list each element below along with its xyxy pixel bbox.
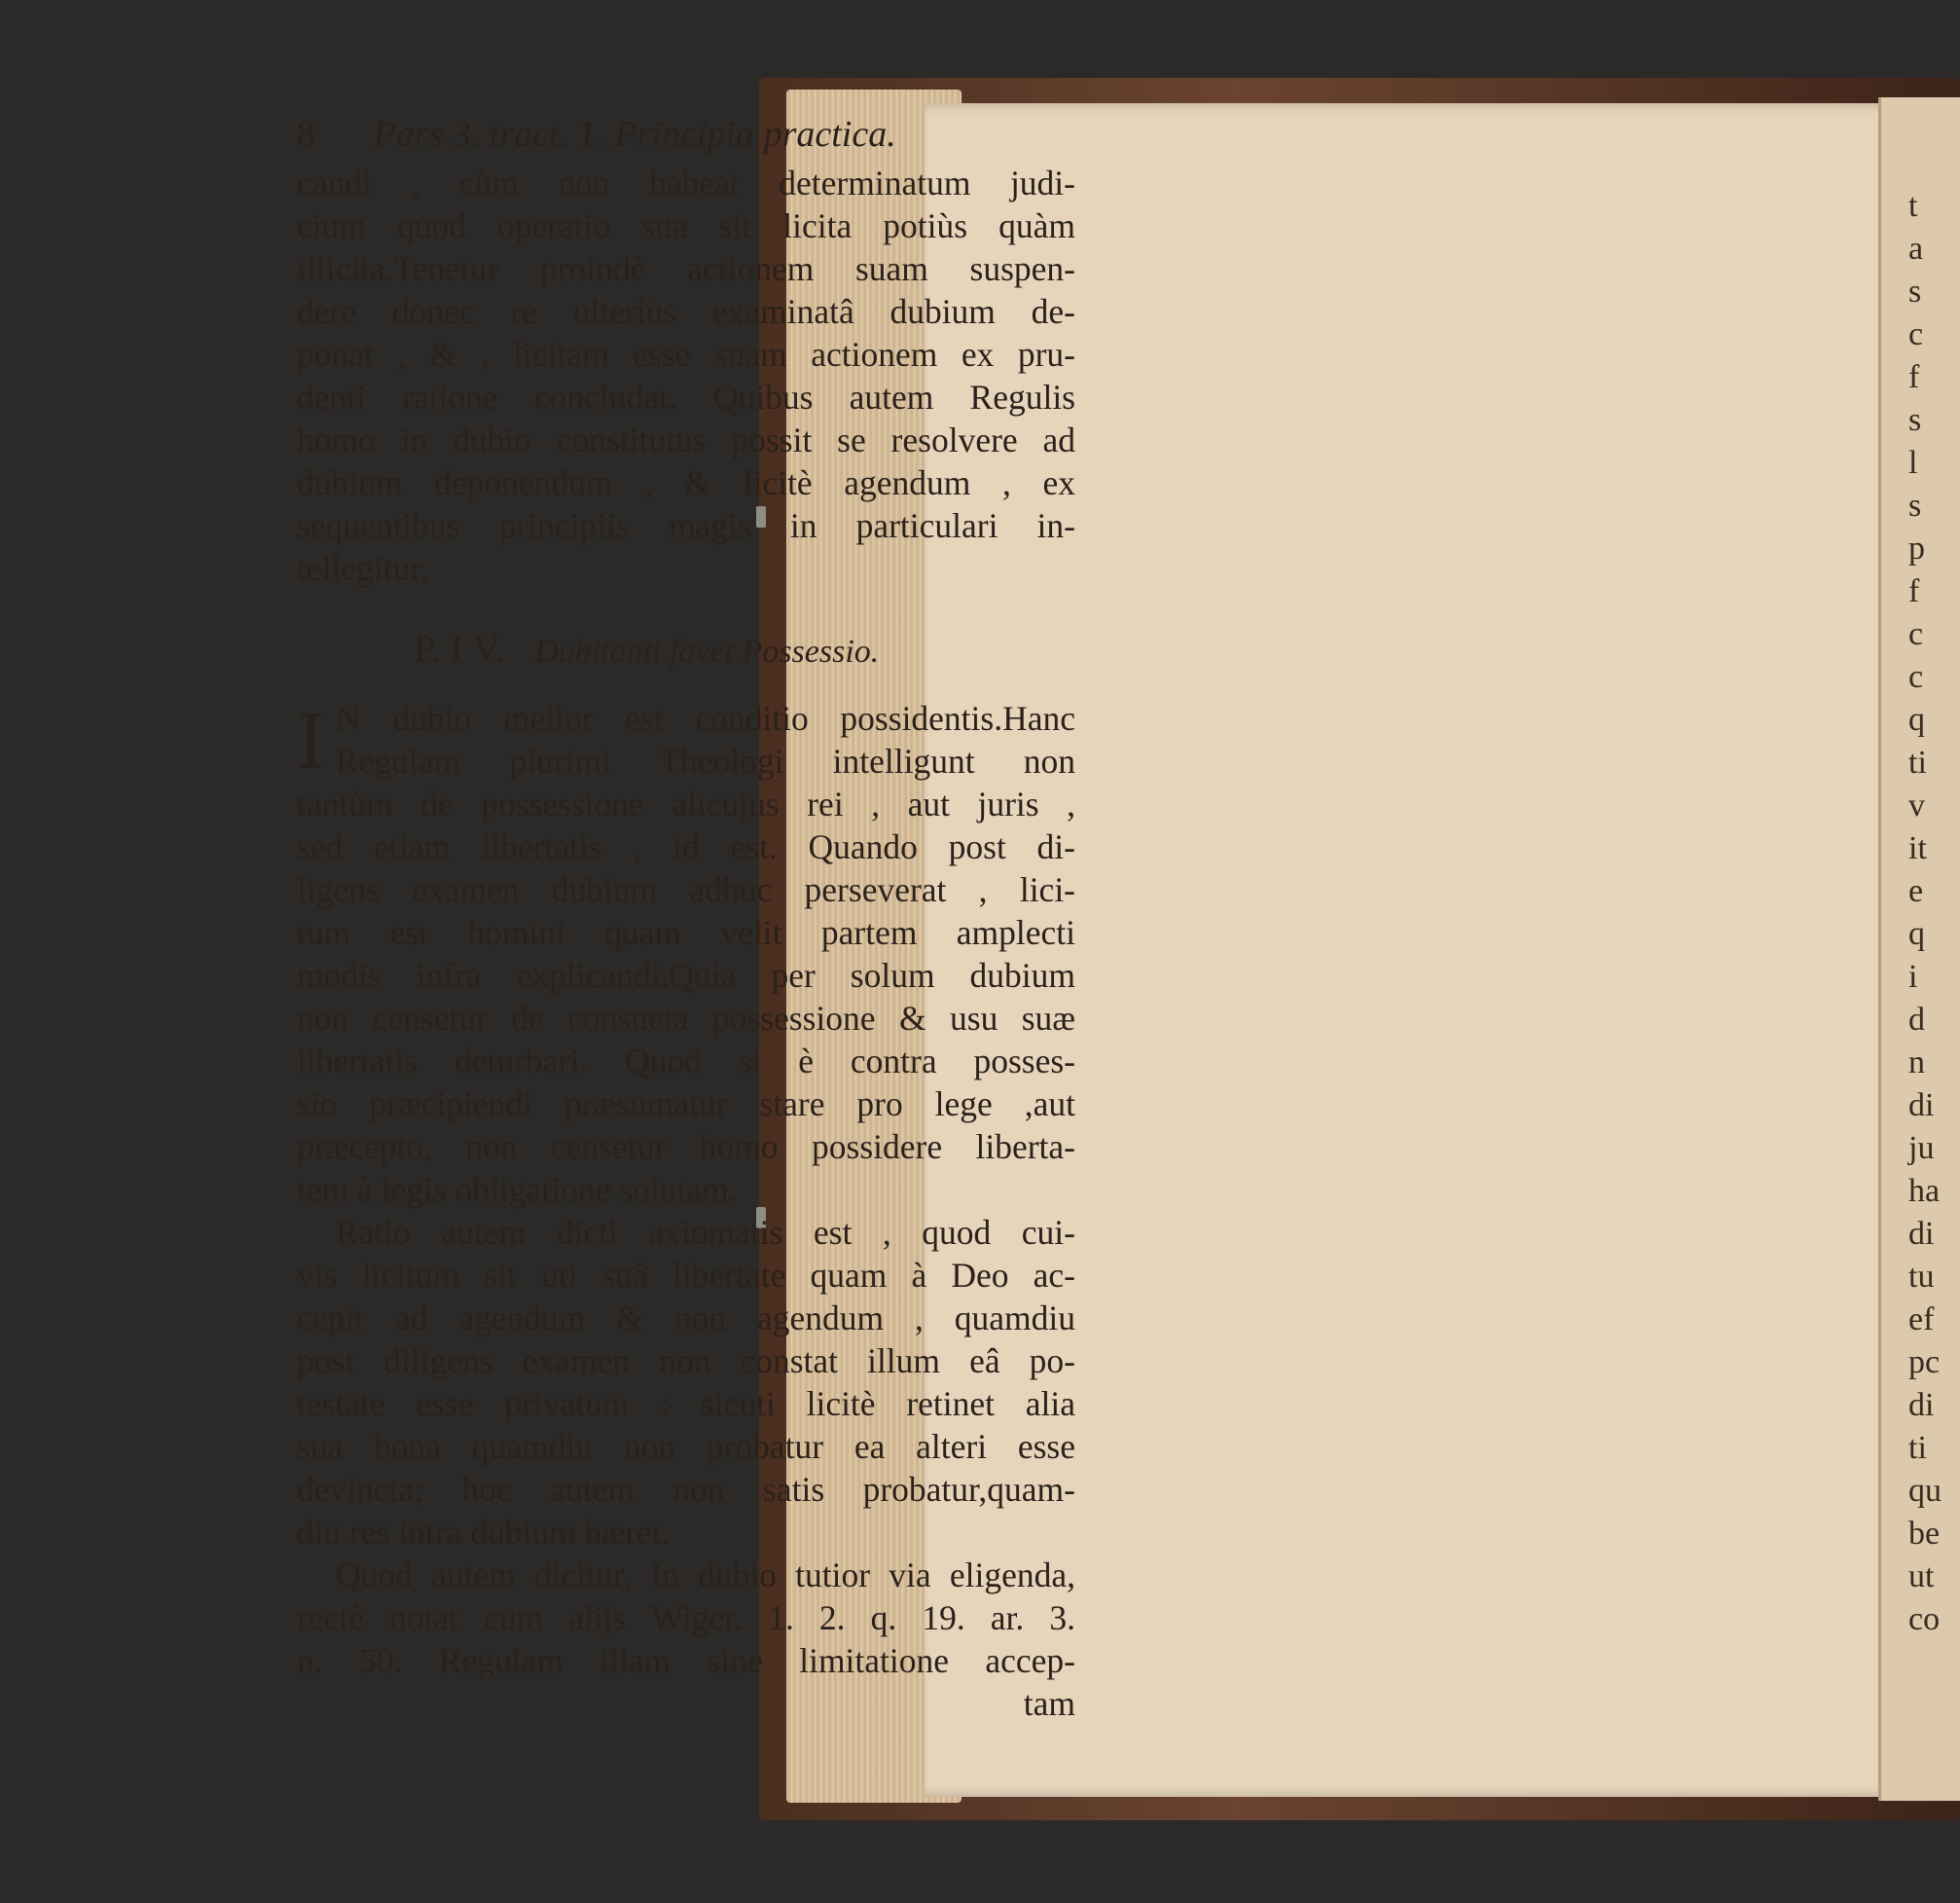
running-title: Pars 3. tract. 1. Principia practica. bbox=[373, 114, 896, 155]
text-line: modis infra explicandi.Quia per solum dubium bbox=[297, 956, 1075, 995]
text-line: cepit ad agendum & non agendum , quamdiu bbox=[297, 1299, 1075, 1337]
fragment-line: ut bbox=[1908, 1558, 1935, 1594]
text-line: sed etiam libertatis , id est. Quando post di- bbox=[297, 827, 1075, 866]
text-line: dere donec re ulteriùs examinatâ dubium de- bbox=[297, 292, 1075, 331]
section-label: P. I V. bbox=[414, 627, 506, 671]
fragment-line: q bbox=[1908, 916, 1925, 952]
fragment-line: v bbox=[1908, 787, 1925, 823]
text-line: homo in dubio constitutus possit se resolvere ad bbox=[297, 421, 1075, 459]
fragment-line: di bbox=[1908, 1387, 1935, 1423]
text-line: dubium deponendum , & licitè agendum , ex bbox=[297, 463, 1075, 502]
fragment-line: c bbox=[1908, 659, 1924, 695]
text-line: tum est homini quam velit partem amplecti bbox=[297, 913, 1075, 952]
text-line: Regulam plurimi Theologi intelligunt non bbox=[336, 742, 1075, 781]
fragment-line: it bbox=[1908, 830, 1927, 866]
text-line: tem à legis obligatione solutam. bbox=[297, 1170, 738, 1209]
fragment-line: l bbox=[1908, 445, 1918, 481]
page-text bbox=[297, 107, 1075, 1725]
fragment-line: c bbox=[1908, 616, 1924, 652]
text-line: post diligens examen non constat illum eâ po- bbox=[297, 1341, 1075, 1380]
right-page-fragments bbox=[1881, 97, 1960, 1641]
fragment-line: qu bbox=[1908, 1473, 1942, 1509]
paragraph-1 bbox=[297, 693, 1075, 1211]
text-line: ponat , & , licitam esse suam actionem ex pru- bbox=[297, 335, 1075, 374]
text-line: vis licitum sit uti suâ libertate quam à Deo ac- bbox=[297, 1256, 1075, 1295]
text-line: devincta; hoc autem non satis probatur,quam- bbox=[297, 1470, 1075, 1509]
fragment-line: co bbox=[1908, 1601, 1941, 1637]
text-line: testate esse privatum : sicuti licitè retinet alia bbox=[297, 1384, 1075, 1423]
fragment-line: ti bbox=[1908, 745, 1927, 781]
page-number: 8 bbox=[297, 114, 315, 155]
fragment-line: a bbox=[1908, 231, 1924, 267]
text-line: Quod autem dicitur, In dubio tutior via eligenda, bbox=[336, 1555, 1075, 1594]
fragment-line: c bbox=[1908, 316, 1924, 352]
catchword: tam bbox=[1023, 1684, 1075, 1723]
fragment-line: s bbox=[1908, 402, 1922, 438]
text-line: ligens examen dubium adhuc perseverat , lici- bbox=[297, 870, 1075, 909]
fragment-line: di bbox=[1908, 1087, 1935, 1123]
fragment-line: i bbox=[1908, 959, 1918, 995]
text-line: sio præcipiendi præsumatur stare pro lege ,aut bbox=[297, 1084, 1075, 1123]
fragment-line: d bbox=[1908, 1002, 1925, 1038]
running-header bbox=[297, 107, 1075, 162]
text-line: denti ratione concludat. Quibus autem Regulis bbox=[297, 378, 1075, 417]
text-line: libertatis deturbari. Quod si è contra posses- bbox=[297, 1042, 1075, 1080]
fragment-line: tu bbox=[1908, 1259, 1935, 1295]
text-line: Ratio autem dicti axiomatis est , quod cui- bbox=[336, 1213, 1075, 1252]
fragment-line: ef bbox=[1908, 1301, 1935, 1337]
fragment-line: ha bbox=[1908, 1173, 1941, 1209]
text-line: n. 50. Regulam illam sine limitatione accep- bbox=[297, 1641, 1075, 1680]
text-line: candi , cùm non habeat determinatum judi- bbox=[297, 164, 1075, 202]
text-line: tellegitur. bbox=[297, 549, 429, 588]
paragraph-3 bbox=[297, 1554, 1075, 1682]
text-line: sequentibus principiis magis in particulari in- bbox=[297, 506, 1075, 545]
fragment-line: ju bbox=[1908, 1130, 1935, 1166]
fragment-line: f bbox=[1908, 573, 1920, 609]
text-line: rectè notat cum alijs Wiger. 1. 2. q. 19. ar. 3. bbox=[297, 1598, 1075, 1637]
text-line: illicita.Tenetur proindè actionem suam suspen- bbox=[297, 249, 1075, 288]
section-title: Dubitanti favet Possessio. bbox=[534, 634, 880, 670]
fragment-line: be bbox=[1908, 1516, 1941, 1552]
text-line: præcepto, non censetur homo possidere liberta- bbox=[297, 1127, 1075, 1166]
fragment-line: ti bbox=[1908, 1430, 1927, 1466]
text-line: diu res intra dubium hæret. bbox=[297, 1513, 671, 1552]
paragraph-2 bbox=[297, 1211, 1075, 1554]
text-line: non censetur de consueta possessione & usu suæ bbox=[297, 999, 1075, 1038]
fragment-line: n bbox=[1908, 1044, 1925, 1080]
fragment-line: p bbox=[1908, 531, 1925, 567]
text-line: N dubio melior est conditio possidentis.Hanc bbox=[336, 699, 1075, 738]
text-line: tantùm de possessione alicujus rei , aut juris , bbox=[297, 785, 1075, 823]
fragment-line: e bbox=[1908, 873, 1924, 909]
fragment-line: di bbox=[1908, 1216, 1935, 1252]
fragment-line: pc bbox=[1908, 1344, 1941, 1380]
fragment-line: s bbox=[1908, 274, 1922, 310]
text-line: sua bona quamdiu non probatur ea alteri esse bbox=[297, 1427, 1075, 1466]
fragment-line: s bbox=[1908, 488, 1922, 524]
right-page-edge bbox=[1878, 97, 1960, 1801]
fragment-line: t bbox=[1908, 188, 1918, 224]
section-heading bbox=[297, 615, 1075, 683]
drop-cap: I bbox=[297, 693, 325, 787]
intro-paragraph bbox=[297, 162, 1075, 590]
fragment-line: f bbox=[1908, 359, 1920, 395]
text-line: cium quod operatio sua sit licita potiùs quàm bbox=[297, 206, 1075, 245]
fragment-line: q bbox=[1908, 702, 1925, 738]
